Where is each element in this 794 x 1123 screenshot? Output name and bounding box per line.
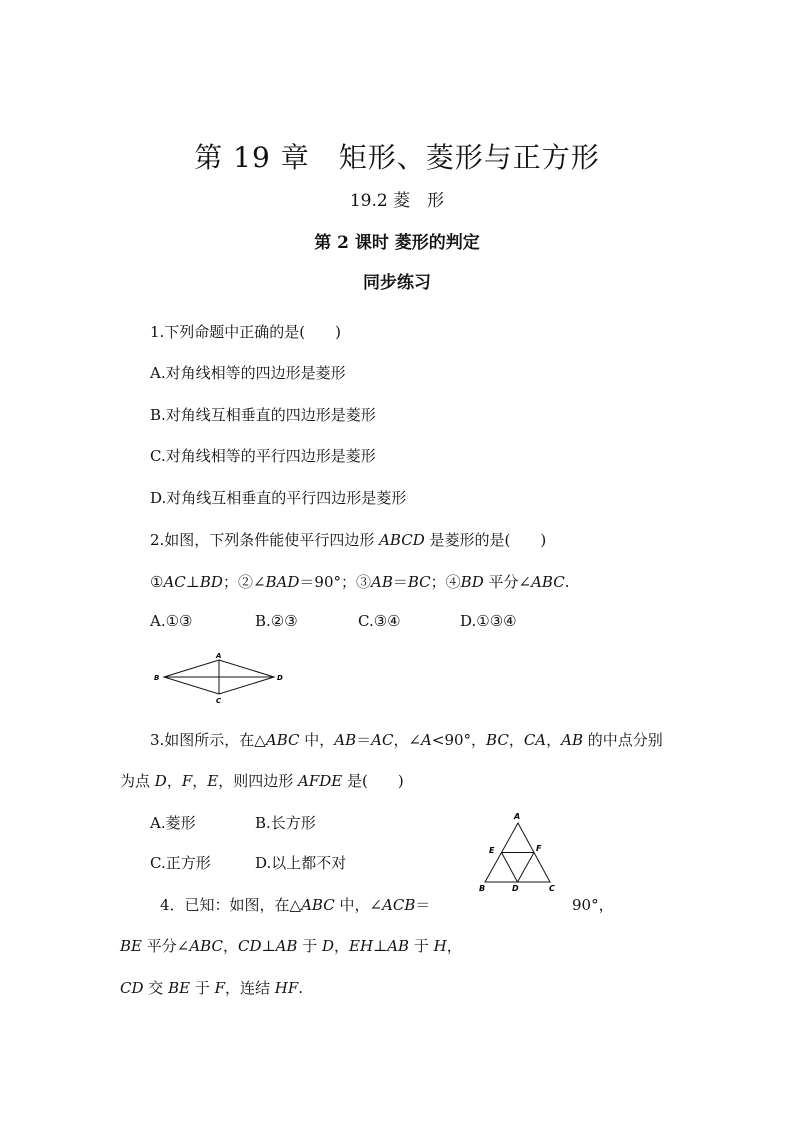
q1-option-d: D.对角线互相垂直的平行四边形是菱形 — [150, 489, 407, 507]
q2-math: AB — [371, 573, 393, 591]
q4-math: ACB — [382, 896, 416, 914]
q4-text: ， — [222, 937, 238, 955]
q3-line-1 — [150, 729, 663, 750]
q4-math: ABC — [189, 937, 223, 955]
practice-title: 同步练习 — [363, 273, 431, 293]
q4-math: EH — [349, 937, 374, 955]
q2-math: BD — [199, 573, 223, 591]
q3-math: F — [181, 772, 193, 790]
q4-line-1 — [160, 894, 430, 915]
q3-text: ＝ — [356, 731, 372, 749]
q3-label-f: F — [536, 844, 542, 853]
q3-option-d: D.以上都不对 — [255, 854, 347, 872]
q3-text: 的中点分别 — [583, 731, 663, 749]
q2-text: 平分∠ — [483, 573, 532, 591]
q3-triangle-figure — [470, 808, 570, 896]
q3-text: ， — [508, 731, 524, 749]
q4-math: CD — [120, 979, 144, 997]
q4-math: D — [322, 937, 335, 955]
q2-math: AC — [163, 573, 186, 591]
q2-text: ＝ — [392, 573, 408, 591]
q2-label-d: D — [277, 674, 283, 682]
q1-option-c: C.对角线相等的平行四边形是菱形 — [150, 447, 376, 465]
q4-math: CD — [237, 937, 262, 955]
q2-text: . — [564, 573, 570, 591]
q2-label-a: A — [216, 652, 222, 660]
q3-label-b: B — [479, 884, 486, 893]
q3-line-2 — [120, 770, 404, 791]
q3-math: E — [207, 772, 219, 790]
q3-math: BC — [486, 731, 509, 749]
q3-label-e: E — [489, 846, 495, 855]
q2-math: ABC — [531, 573, 565, 591]
q4-line-1-end: 90°， — [572, 896, 614, 914]
q3-label-c: C — [549, 884, 555, 893]
q4-math: ABC — [301, 896, 335, 914]
q2-stem-text-end: 是菱形的是( ) — [424, 531, 547, 549]
q4-text: ，连结 — [225, 979, 275, 997]
q2-stem-math: ABCD — [379, 531, 425, 549]
q4-text: ， — [334, 937, 350, 955]
q3-text: 中， — [299, 731, 335, 749]
q3-math: AFDE — [298, 772, 343, 790]
q3-text: ， — [166, 772, 182, 790]
q2-math: BD — [460, 573, 484, 591]
q4-text: 交 — [143, 979, 169, 997]
q2-label-b: B — [154, 674, 160, 682]
q4-text: 于 — [409, 937, 434, 955]
q3-math: AB — [334, 731, 357, 749]
q4-text: 平分∠ — [141, 937, 190, 955]
q4-math: BE — [168, 979, 191, 997]
q2-option-a: A.①③ — [150, 612, 193, 630]
q3-label-d: D — [512, 884, 519, 893]
lesson-title: 第 2 课时 菱形的判定 — [314, 233, 480, 253]
q3-math: A — [421, 731, 432, 749]
q2-stem — [150, 529, 546, 550]
q2-label-c: C — [216, 697, 222, 705]
q4-line-3 — [120, 977, 303, 998]
q3-math: AB — [561, 731, 584, 749]
q4-text: ， — [446, 937, 462, 955]
q3-math: AC — [371, 731, 394, 749]
q4-math: HF — [274, 979, 299, 997]
section-title: 19.2 菱 形 — [349, 191, 445, 211]
q4-text: ⊥ — [373, 937, 388, 955]
q3-label-a: A — [514, 812, 521, 821]
q3-math: ABC — [265, 731, 300, 749]
q3-text: ，∠ — [393, 731, 422, 749]
q3-text: ， — [546, 731, 562, 749]
q2-cond-1: ① — [150, 573, 164, 591]
q2-text: ⊥ — [185, 573, 200, 591]
q3-option-b: B.长方形 — [255, 814, 316, 832]
q2-math: BAD — [265, 573, 300, 591]
q3-option-a: A.菱形 — [150, 814, 196, 832]
chapter-title: 第 19 章 矩形、菱形与正方形 — [194, 141, 600, 174]
q2-option-b: B.②③ — [255, 612, 298, 630]
q4-text: . — [298, 979, 304, 997]
q4-math: BE — [120, 937, 142, 955]
q4-text: ⊥ — [261, 937, 276, 955]
q4-text: 中，∠ — [334, 896, 383, 914]
q3-math: D — [154, 772, 167, 790]
q2-rhombus-figure — [150, 650, 290, 706]
q4-math: H — [433, 937, 447, 955]
q2-conditions — [150, 571, 569, 592]
q4-text: 于 — [190, 979, 215, 997]
q4-math: AB — [387, 937, 410, 955]
q4-math: F — [214, 979, 226, 997]
q4-text: ＝ — [415, 896, 431, 914]
q1-option-b: B.对角线互相垂直的四边形是菱形 — [150, 406, 376, 424]
q3-math: CA — [523, 731, 547, 749]
q3-text: <90°， — [431, 731, 487, 749]
q3-text: 3.如图所示，在△ — [150, 731, 266, 749]
q3-text: 是( ) — [342, 772, 404, 790]
q2-math: BC — [407, 573, 431, 591]
q2-option-d: D.①③④ — [460, 612, 517, 630]
q4-math: AB — [275, 937, 298, 955]
q3-text: ，则四边形 — [218, 772, 298, 790]
q2-option-c: C.③④ — [358, 612, 401, 630]
q2-cond-2: ；②∠ — [222, 573, 266, 591]
q4-text: 4．已知：如图，在△ — [160, 896, 302, 914]
q2-text: ＝90°；③ — [299, 573, 371, 591]
q1-stem: 1.下列命题中正确的是( ) — [150, 323, 342, 341]
q2-cond-4: ；④ — [430, 573, 461, 591]
q1-option-a: A.对角线相等的四边形是菱形 — [150, 364, 346, 382]
q2-stem-text: 2.如图，下列条件能使平行四边形 — [150, 531, 380, 549]
q4-text: 于 — [297, 937, 322, 955]
q3-option-c: C.正方形 — [150, 854, 211, 872]
q4-line-2 — [120, 935, 462, 956]
q3-text: ， — [192, 772, 208, 790]
q3-text: 为点 — [120, 772, 155, 790]
